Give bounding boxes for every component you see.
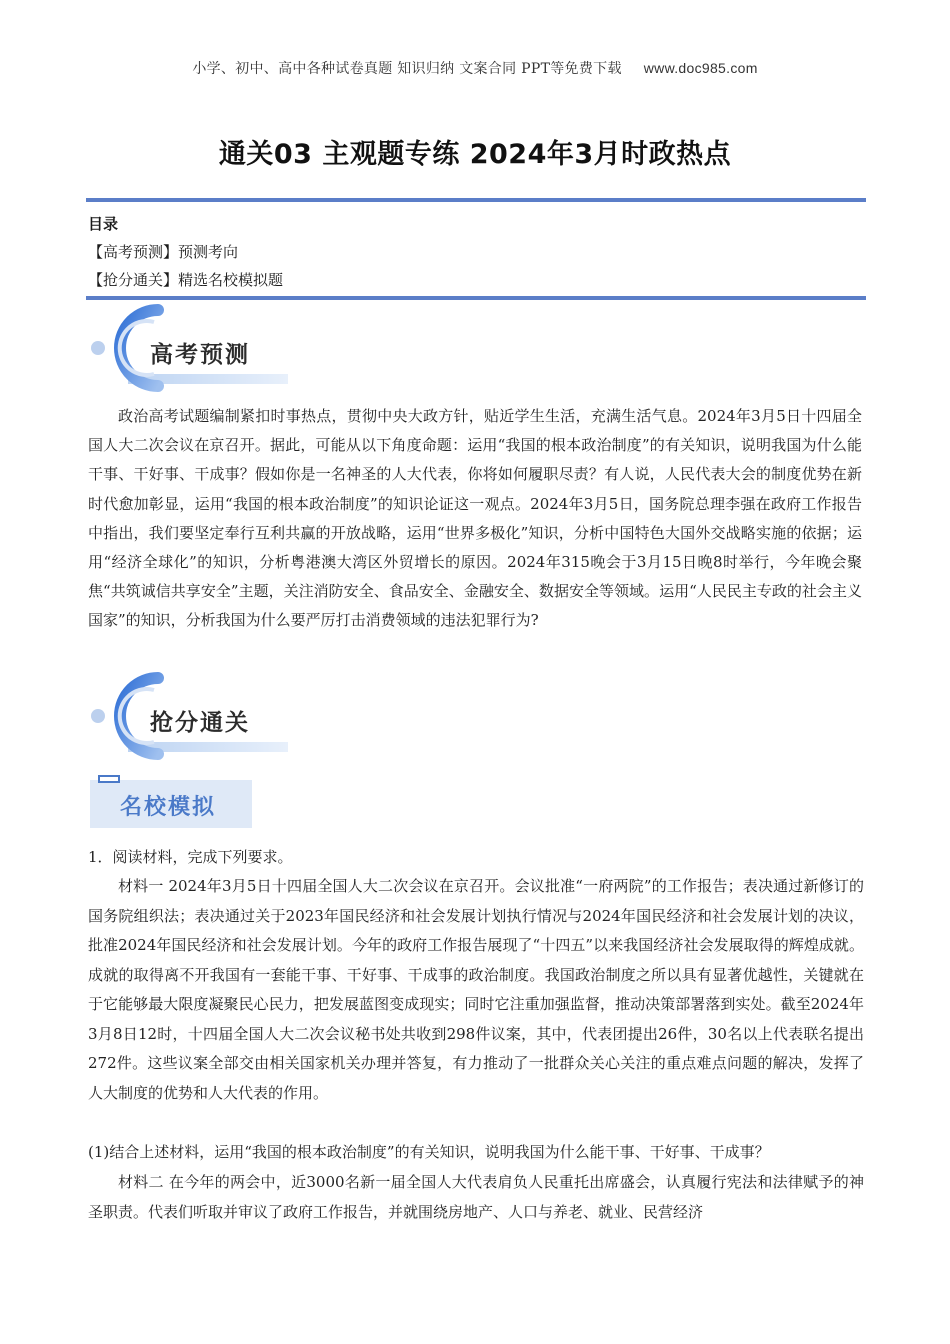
material-two: 材料二 在今年的两会中，近3000名新一届全国人大代表肩负人民重托出席盛会，认真履行宪法和法律赋予的神圣职责。代表们听取并审议了政府工作报告，并就围绕房地产、人口与养老、就业、民营经济 [88,1173,864,1221]
material-one: 材料一 2024年3月5日十四届全国人大二次会议在京召开。会议批准“一府两院”的工作报告；表决通过新修订的国务院组织法；表决通过关于2023年国民经济和社会发展计划执行情况与2024年国民经济和社会发展计划的决议，批准2024年国民经济和社会发展计划。今年的政府工作报告展现了“十四五”以来我国经济社会发展取得的辉煌成就。成就的取得离不开我国有一套能干事、干好事、干成事的政治制度。我国政治制度之所以具有显著优越性，关键就在于它能够最大限度凝聚民心民力，把发展蓝图变成现实；同时它注重加强监督，推动决策部署落到实处。截至2024年3月8日12时，十四届全国人大二次会议秘书处共收到298件议案，其中，代表团提出26件，30名以上代表联名提出272件。这些议案全部交由相关国家机关办理并答复，有力推动了一批群众关心关注的重点难点问题的解决，发挥了人大制度的优势和人大代表的作用。 [88,877,864,1102]
tag-label: 名校模拟 [120,795,217,820]
banner-label: 高考预测 [150,342,250,368]
page-title: 通关03 主观题专练 2024年3月时政热点 [218,139,732,170]
divider-top [86,198,866,202]
header-text: 小学、初中、高中各种试卷真题 知识归纳 文案合同 PPT等免费下载 [192,61,622,77]
header-url[interactable]: www.doc985.com [643,60,758,76]
sub-question-1: (1)结合上述材料，运用“我国的根本政治制度”的有关知识，说明我国为什么能干事、干好事、干成事？ [88,1143,770,1161]
divider-bottom [86,296,866,300]
forecast-paragraph: 政治高考试题编制紧扣时事热点，贯彻中央大政方针，贴近学生生活，充满生活气息。2024年3月5日十四届全国人大二次会议在京召开。据此，可能从以下角度命题：运用“我国的根本政治制度”的有关知识，说明我国为什么能干事、干好事、干成事？假如你是一名神圣的人大代表，你将如何履职尽责？有人说，人民代表大会的制度优势在新时代愈加彰显，运用“我国的根本政治制度”的知识论证这一观点。2024年3月5日，国务院总理李强在政府工作报告中指出，我们要坚定奉行互利共赢的开放战略，运用“世界多极化”知识，分析中国特色大国外交战略实施的依据；运用“经济全球化”的知识，分析粤港澳大湾区外贸增长的原因。2024年315晚会于3月15日晚8时举行，今年晚会聚焦“共筑诚信共享安全”主题，关注消防安全、食品安全、金融安全、数据安全等领域。运用“人民民主专政的社会主义国家”的知识，分析我国为什么要严厉打击消费领域的违法犯罪行为? [88,407,862,630]
toc-heading: 目录 [88,215,119,233]
tag-marker-icon [98,775,120,783]
banner-label: 抢分通关 [150,710,250,736]
section-banner-forecast [88,304,293,392]
question-heading: 1．阅读材料，完成下列要求。 [88,848,293,866]
table-of-contents [88,210,283,294]
toc-item[interactable]: 【高考预测】预测考向 [88,243,239,261]
page-header [0,58,950,78]
toc-item[interactable]: 【抢分通关】精选名校模拟题 [88,271,284,289]
section-banner-practice [88,672,293,760]
